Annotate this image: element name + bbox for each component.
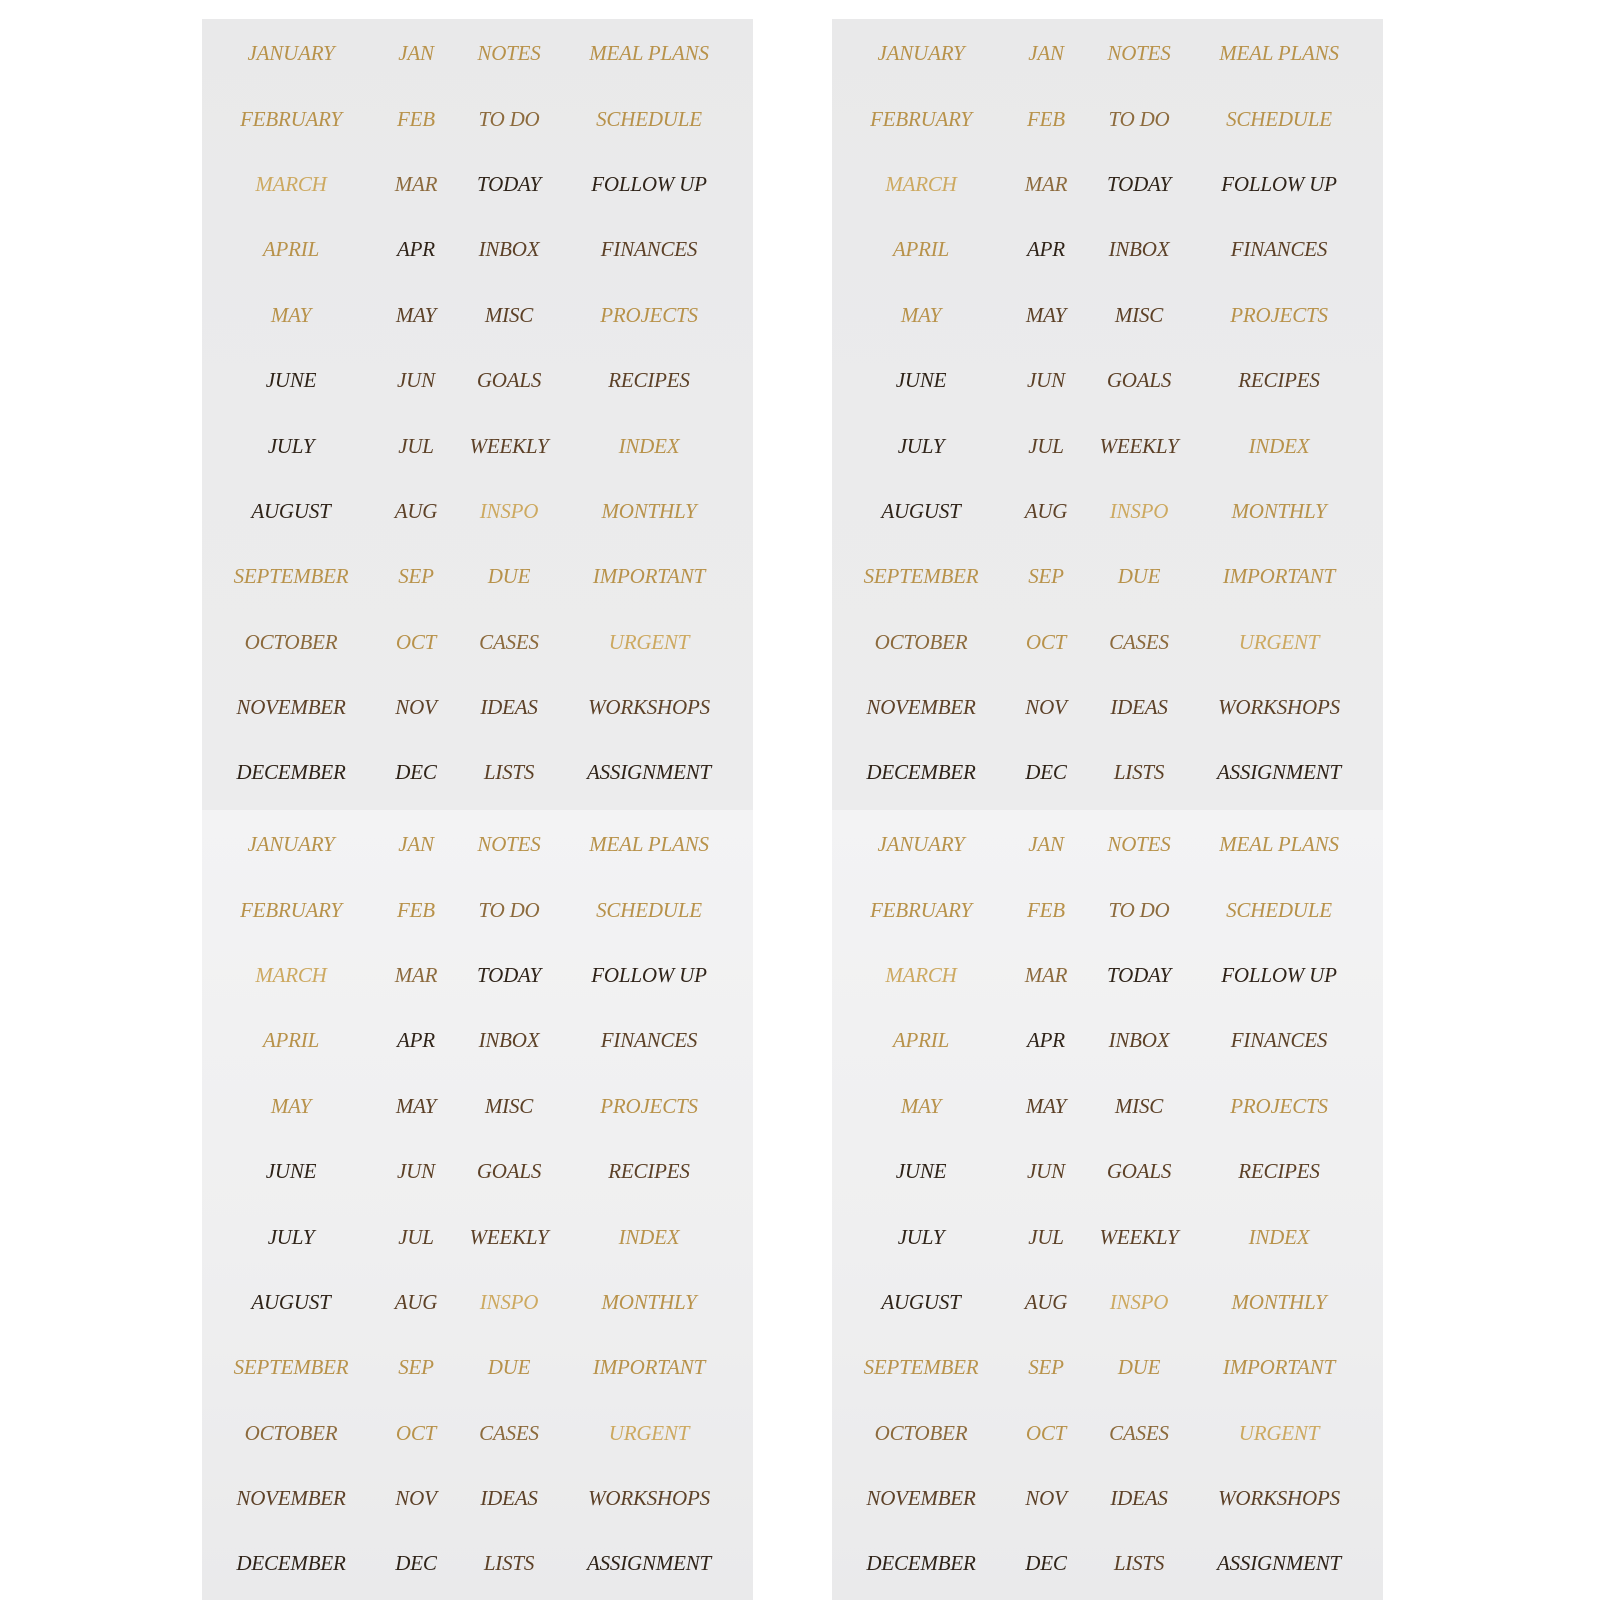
- sticker-label: AUGUST: [881, 498, 961, 523]
- sticker-label: MARCH: [885, 171, 957, 196]
- sticker-label: TODAY: [1107, 962, 1171, 987]
- sticker-grid: [832, 810, 1383, 1600]
- sticker-label: NOTES: [1107, 832, 1171, 857]
- sticker-label: IMPORTANT: [592, 564, 706, 589]
- sticker-label: DECEMBER: [236, 760, 346, 785]
- sticker-label: AUG: [1024, 498, 1068, 523]
- sticker-label: NOTES: [477, 41, 541, 66]
- sticker-label: APRIL: [262, 1028, 320, 1053]
- sticker-label: SCHEDULE: [596, 106, 702, 131]
- sticker-label: JUN: [1027, 1159, 1065, 1184]
- sticker-label: RECIPES: [1238, 1159, 1320, 1184]
- sticker-label: NOVEMBER: [866, 1486, 976, 1511]
- sticker-label: MISC: [1114, 1093, 1164, 1118]
- sticker-label: GOALS: [476, 1159, 542, 1184]
- sticker-label: FINANCES: [1230, 1028, 1328, 1053]
- sticker-label: DEC: [395, 760, 437, 785]
- sticker-label: GOALS: [476, 368, 542, 393]
- sticker-label: JUL: [1028, 433, 1064, 458]
- sticker-label: DEC: [395, 1551, 437, 1576]
- sticker-label: MAY: [395, 1093, 437, 1118]
- sticker-label: OCTOBER: [244, 1420, 338, 1445]
- sticker-label: MARCH: [885, 962, 957, 987]
- sticker-label: MEAL PLANS: [589, 832, 709, 857]
- sticker-label: APR: [397, 237, 435, 262]
- sticker-label: JAN: [398, 832, 434, 857]
- sticker-label: MAR: [394, 962, 438, 987]
- sticker-label: APR: [1027, 237, 1065, 262]
- sticker-label: FOLLOW UP: [1221, 171, 1337, 196]
- sticker-grid: [832, 19, 1383, 813]
- sticker-label: JAN: [1028, 832, 1064, 857]
- sticker-label: FINANCES: [600, 237, 698, 262]
- sticker-label: FINANCES: [1230, 237, 1328, 262]
- sticker-label: AUG: [394, 1289, 438, 1314]
- sticker-label: OCT: [1025, 629, 1067, 654]
- sticker-label: DECEMBER: [866, 1551, 976, 1576]
- sticker-label: IDEAS: [1110, 1486, 1168, 1511]
- sticker-label: APRIL: [262, 237, 320, 262]
- sticker-label: MISC: [484, 302, 534, 327]
- sticker-label: MARCH: [255, 962, 327, 987]
- sticker-label: OCT: [395, 1420, 437, 1445]
- sticker-label: GOALS: [1106, 368, 1172, 393]
- sticker-label: NOVEMBER: [236, 1486, 346, 1511]
- sticker-label: DUE: [1117, 1355, 1161, 1380]
- sticker-label: APRIL: [892, 1028, 950, 1053]
- sticker-label: RECIPES: [608, 368, 690, 393]
- sticker-label: AUG: [394, 498, 438, 523]
- sticker-label: JUL: [398, 433, 434, 458]
- sticker-label: JUL: [1028, 1224, 1064, 1249]
- sticker-label: IMPORTANT: [1222, 564, 1336, 589]
- sticker-label: ASSIGNMENT: [586, 760, 711, 785]
- sticker-label: APR: [1027, 1028, 1065, 1053]
- sticker-label: NOV: [395, 695, 437, 720]
- sticker-label: IDEAS: [480, 695, 538, 720]
- sticker-label: WEEKLY: [469, 1224, 549, 1249]
- sticker-label: JANUARY: [877, 832, 965, 857]
- sticker-label: TODAY: [477, 962, 541, 987]
- sticker-label: LISTS: [483, 1551, 535, 1576]
- sticker-label: AUG: [1024, 1289, 1068, 1314]
- sticker-sheet-top-left: [202, 19, 753, 813]
- sticker-label: SEPTEMBER: [863, 564, 979, 589]
- sticker-label: IMPORTANT: [1222, 1355, 1336, 1380]
- sticker-label: NOV: [1025, 1486, 1067, 1511]
- sticker-label: OCTOBER: [874, 1420, 968, 1445]
- sticker-label: NOTES: [1107, 41, 1171, 66]
- sticker-label: MONTHLY: [1231, 498, 1327, 523]
- sticker-label: INSPO: [479, 498, 539, 523]
- sticker-label: CASES: [479, 1420, 539, 1445]
- sticker-label: DEC: [1025, 1551, 1067, 1576]
- sticker-label: INDEX: [1248, 433, 1310, 458]
- sticker-label: LISTS: [1113, 760, 1165, 785]
- sticker-label: OCT: [395, 629, 437, 654]
- sticker-label: JUN: [1027, 368, 1065, 393]
- sticker-label: FEBRUARY: [870, 897, 972, 922]
- sticker-label: FEB: [397, 897, 435, 922]
- sticker-label: TODAY: [477, 171, 541, 196]
- sticker-label: DEC: [1025, 760, 1067, 785]
- sticker-label: CASES: [479, 629, 539, 654]
- sticker-label: SEP: [1028, 1355, 1064, 1380]
- sticker-label: MAY: [1025, 302, 1067, 327]
- sticker-label: WORKSHOPS: [1218, 695, 1340, 720]
- sticker-label: TO DO: [1108, 897, 1170, 922]
- sticker-label: INSPO: [1109, 1289, 1169, 1314]
- sticker-grid: [202, 810, 753, 1600]
- sticker-label: MAR: [1024, 171, 1068, 196]
- sticker-label: TO DO: [478, 897, 540, 922]
- sticker-label: MAY: [270, 1093, 312, 1118]
- sticker-label: JULY: [897, 1224, 945, 1249]
- sticker-label: URGENT: [1238, 629, 1320, 654]
- sticker-label: JUNE: [265, 368, 317, 393]
- sticker-label: INSPO: [1109, 498, 1169, 523]
- sticker-label: APR: [397, 1028, 435, 1053]
- sticker-label: NOTES: [477, 832, 541, 857]
- sticker-label: FEB: [1027, 106, 1065, 131]
- sticker-label: IDEAS: [1110, 695, 1168, 720]
- sticker-label: FINANCES: [600, 1028, 698, 1053]
- sticker-label: WORKSHOPS: [588, 695, 710, 720]
- sticker-label: SEP: [1028, 564, 1064, 589]
- sticker-label: FOLLOW UP: [591, 171, 707, 196]
- sticker-label: ASSIGNMENT: [1216, 760, 1341, 785]
- sticker-label: OCTOBER: [874, 629, 968, 654]
- sticker-label: JAN: [1028, 41, 1064, 66]
- sticker-label: JULY: [267, 1224, 315, 1249]
- sticker-label: OCTOBER: [244, 629, 338, 654]
- sticker-label: NOV: [395, 1486, 437, 1511]
- sticker-label: MAY: [395, 302, 437, 327]
- sticker-label: FEB: [1027, 897, 1065, 922]
- sticker-label: PROJECTS: [600, 1093, 698, 1118]
- sticker-label: JUN: [397, 368, 435, 393]
- sticker-label: LISTS: [1113, 1551, 1165, 1576]
- sticker-label: NOVEMBER: [236, 695, 346, 720]
- sticker-label: DUE: [1117, 564, 1161, 589]
- sticker-label: JANUARY: [247, 832, 335, 857]
- sticker-label: WORKSHOPS: [1218, 1486, 1340, 1511]
- sticker-label: INBOX: [1108, 237, 1170, 262]
- sticker-label: RECIPES: [1238, 368, 1320, 393]
- sticker-label: AUGUST: [251, 498, 331, 523]
- sticker-label: CASES: [1109, 1420, 1169, 1445]
- sticker-label: AUGUST: [881, 1289, 961, 1314]
- sticker-label: AUGUST: [251, 1289, 331, 1314]
- sticker-label: MONTHLY: [1231, 1289, 1327, 1314]
- sticker-label: WEEKLY: [1099, 433, 1179, 458]
- sticker-label: IMPORTANT: [592, 1355, 706, 1380]
- sticker-label: NOVEMBER: [866, 695, 976, 720]
- sticker-grid: [202, 19, 753, 813]
- sticker-label: INBOX: [478, 1028, 540, 1053]
- sticker-label: JUL: [398, 1224, 434, 1249]
- sticker-label: FOLLOW UP: [1221, 962, 1337, 987]
- sticker-label: WORKSHOPS: [588, 1486, 710, 1511]
- sticker-label: RECIPES: [608, 1159, 690, 1184]
- sticker-label: SCHEDULE: [1226, 897, 1332, 922]
- sticker-label: URGENT: [608, 1420, 690, 1445]
- sticker-label: TODAY: [1107, 171, 1171, 196]
- sticker-label: SCHEDULE: [596, 897, 702, 922]
- sticker-label: JUNE: [895, 368, 947, 393]
- sticker-label: LISTS: [483, 760, 535, 785]
- sticker-label: JUN: [397, 1159, 435, 1184]
- sticker-label: SEPTEMBER: [233, 1355, 349, 1380]
- sticker-label: MISC: [1114, 302, 1164, 327]
- sticker-label: GOALS: [1106, 1159, 1172, 1184]
- sticker-label: JANUARY: [877, 41, 965, 66]
- sticker-label: INSPO: [479, 1289, 539, 1314]
- sticker-label: SEP: [398, 1355, 434, 1380]
- sticker-label: INBOX: [478, 237, 540, 262]
- sticker-label: FEBRUARY: [870, 106, 972, 131]
- sticker-label: URGENT: [608, 629, 690, 654]
- sticker-sheet-bottom-right: [832, 810, 1383, 1600]
- sticker-label: PROJECTS: [1230, 1093, 1328, 1118]
- sticker-label: SCHEDULE: [1226, 106, 1332, 131]
- sticker-label: FEB: [397, 106, 435, 131]
- sticker-label: SEPTEMBER: [863, 1355, 979, 1380]
- sticker-label: URGENT: [1238, 1420, 1320, 1445]
- sticker-label: INBOX: [1108, 1028, 1170, 1053]
- sticker-label: MONTHLY: [601, 498, 697, 523]
- sticker-label: MEAL PLANS: [589, 41, 709, 66]
- sticker-label: PROJECTS: [600, 302, 698, 327]
- sticker-sheet-top-right: [832, 19, 1383, 813]
- sticker-label: APRIL: [892, 237, 950, 262]
- sticker-label: FEBRUARY: [240, 897, 342, 922]
- sticker-label: NOV: [1025, 695, 1067, 720]
- sticker-label: MAR: [1024, 962, 1068, 987]
- sticker-label: MISC: [484, 1093, 534, 1118]
- sticker-label: JULY: [267, 433, 315, 458]
- sticker-label: MONTHLY: [601, 1289, 697, 1314]
- sticker-label: MAY: [1025, 1093, 1067, 1118]
- sticker-label: TO DO: [478, 106, 540, 131]
- sticker-label: JUNE: [895, 1159, 947, 1184]
- sticker-label: ASSIGNMENT: [1216, 1551, 1341, 1576]
- sticker-label: DUE: [487, 564, 531, 589]
- sticker-label: INDEX: [618, 1224, 680, 1249]
- sticker-label: MAY: [270, 302, 312, 327]
- sticker-label: PROJECTS: [1230, 302, 1328, 327]
- sticker-label: INDEX: [1248, 1224, 1310, 1249]
- sticker-label: JULY: [897, 433, 945, 458]
- sticker-label: SEPTEMBER: [233, 564, 349, 589]
- sticker-label: ASSIGNMENT: [586, 1551, 711, 1576]
- sticker-label: DECEMBER: [236, 1551, 346, 1576]
- sticker-sheet-bottom-left: [202, 810, 753, 1600]
- sticker-label: MEAL PLANS: [1219, 41, 1339, 66]
- sticker-label: OCT: [1025, 1420, 1067, 1445]
- sticker-label: MAY: [900, 302, 942, 327]
- sticker-label: TO DO: [1108, 106, 1170, 131]
- sticker-label: MAR: [394, 171, 438, 196]
- sticker-label: JUNE: [265, 1159, 317, 1184]
- sticker-label: DUE: [487, 1355, 531, 1380]
- sticker-label: INDEX: [618, 433, 680, 458]
- sticker-label: WEEKLY: [1099, 1224, 1179, 1249]
- sticker-label: MARCH: [255, 171, 327, 196]
- sticker-label: MAY: [900, 1093, 942, 1118]
- sticker-label: SEP: [398, 564, 434, 589]
- sticker-label: CASES: [1109, 629, 1169, 654]
- sticker-label: FOLLOW UP: [591, 962, 707, 987]
- sticker-label: FEBRUARY: [240, 106, 342, 131]
- sticker-label: JANUARY: [247, 41, 335, 66]
- sticker-label: WEEKLY: [469, 433, 549, 458]
- sticker-label: DECEMBER: [866, 760, 976, 785]
- sticker-label: IDEAS: [480, 1486, 538, 1511]
- sticker-label: JAN: [398, 41, 434, 66]
- sticker-label: MEAL PLANS: [1219, 832, 1339, 857]
